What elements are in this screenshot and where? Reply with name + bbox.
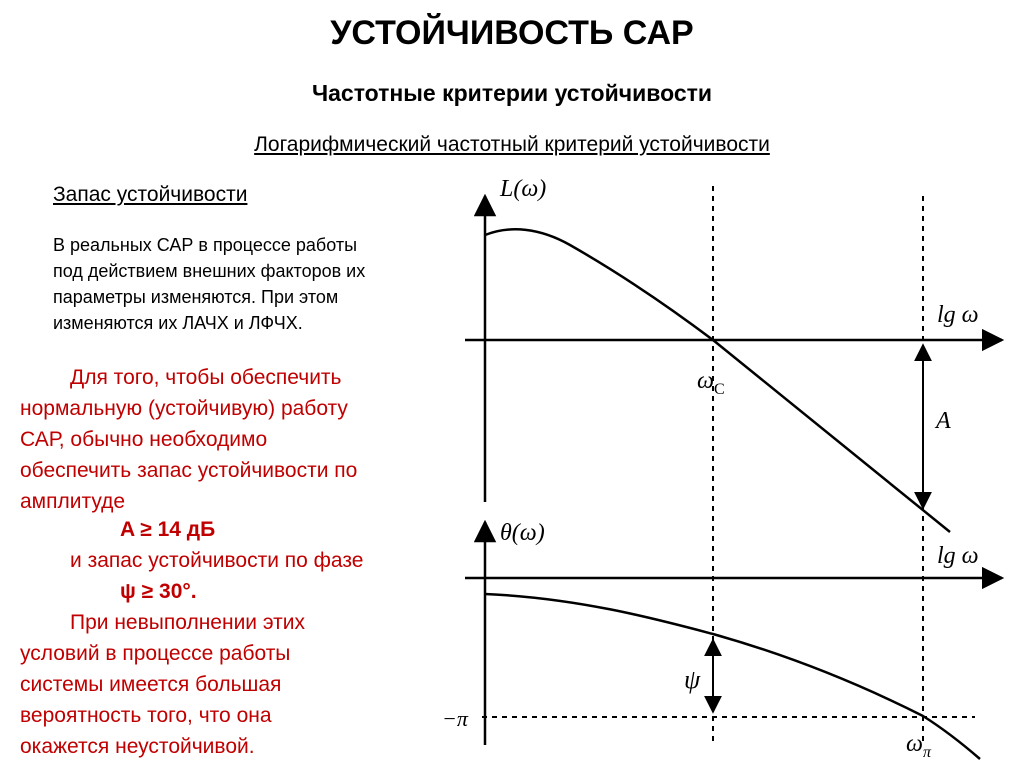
failure-line: системы имеется большая <box>20 673 282 696</box>
amplitude-margin-label: A <box>936 408 951 434</box>
phase-margin-label: ψ <box>684 665 701 694</box>
requirement-line: САР, обычно необходимо <box>20 428 268 451</box>
failure-line: вероятность того, что она <box>20 704 272 727</box>
page-subtitle: Частотные критерии устойчивости <box>311 80 713 106</box>
phase-intro: и запас устойчивости по фазе <box>70 549 364 572</box>
page-title: УСТОЙЧИВОСТЬ САР <box>330 14 694 52</box>
phase-condition: ψ ≥ 30°. <box>120 580 197 603</box>
stability-margin-heading: Запас устойчивости <box>53 183 248 206</box>
failure-line: условий в процессе работы <box>20 642 291 665</box>
requirement-line: Для того, чтобы обеспечить <box>70 366 342 389</box>
failure-line: При невыполнении этих <box>70 611 305 634</box>
intro-line: изменяются их ЛАЧХ и ЛФЧХ. <box>53 313 303 333</box>
amplitude-condition: A ≥ 14 дБ <box>120 518 216 541</box>
intro-line: под действием внешних факторов их <box>53 261 366 281</box>
intro-line: параметры изменяются. При этом <box>53 287 339 307</box>
upper-axis-label: L(ω) <box>500 176 547 202</box>
failure-line: окажется неустойчивой. <box>20 735 255 758</box>
minus-pi-label: −π <box>442 706 468 731</box>
omega-pi-label: $\omega_\pi$ <box>906 731 931 761</box>
omega-c-label: $\omega_C$ <box>697 368 725 398</box>
requirement-line: нормальную (устойчивую) работу <box>20 397 348 420</box>
lower-axis-label: θ(ω) <box>500 520 545 546</box>
intro-line: В реальных САР в процессе работы <box>53 235 358 255</box>
requirement-line: обеспечить запас устойчивости по <box>20 459 358 482</box>
upper-x-axis-label: lg ω <box>937 302 979 328</box>
requirement-line: амплитуде <box>20 490 126 513</box>
lower-x-axis-label: lg ω <box>937 543 979 569</box>
criterion-heading: Логарифмический частотный критерий устойчивости <box>254 133 770 156</box>
